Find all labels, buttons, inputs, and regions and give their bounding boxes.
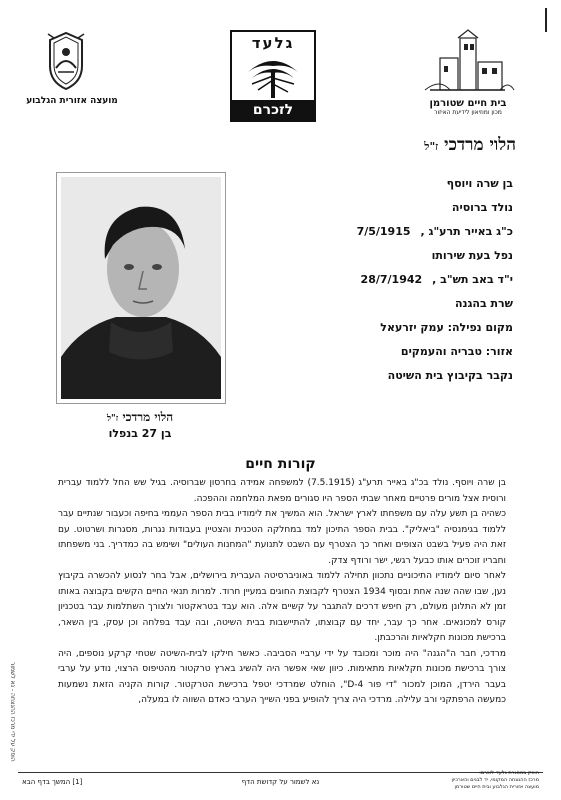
footer-credits-line-1: הופק במסגרת גלעד-לזכרם:: [479, 770, 539, 776]
portrait-frame: [61, 177, 221, 399]
biography-paragraph-4: מרדכי, חבר ה"הגנה" היה מוכר ומכובד על ידי ערביי הסביבה. כאשר חילקו לבית-השיטה שטחי קרקע נוספים, היה צורך ברכישת מכונות חקלאיות מתאימות. כיוון שאי אפשר היה להשיג בארץ טרקטור מהטיפוס הרצוי, נודע על ערבי בעבר הירדן, המוכן למכור "די פור D-4", הוחלט שמרדכי יטפל ברכישת הטרקטור. קורות הקניה הזאת נשמעות כמעשה הרפתקני ורב עלילה. מרדכי היה צריך להופיע בפני השייך הערבי כאדם השווה לו במעלה,: [58, 648, 506, 705]
service-line: שרת בהגנה: [454, 297, 513, 310]
biography-paragraph-2: כשהיה בן תשע עלה עם משפחתו לארץ ישראל. הוא המשיך את לימודיו בבית הספר העממי בחיפה וכעבור שנתיים עבר ללמוד בגימנסיה "ביאליק". בבית הספר התיכון למד במחלקה הטכנית והצטיין בעבודות נגרות, מסגרות ושרטוט. עם זאת היה פעיל בשבט הצופים ואחר כך הצטרף עם השבט לתנועת "המחנות העולים" ושימש בה כמדריך. בני משפחתו וחבריו זוכרים אותו כבעל רגשי, ישר ורודף צדק.: [58, 509, 506, 566]
footer-continued: [1] המשך בדף הבא: [22, 778, 83, 786]
photo-caption: [56, 410, 224, 440]
portrait-silhouette-icon: [61, 177, 221, 399]
beit-sturman-name: בית חיים שטורמן: [429, 98, 507, 109]
parents-line: בן שרה ויוסף: [446, 177, 513, 190]
place-of-fall-line: מקום נפילה: עמק יזרעאל: [380, 321, 513, 334]
fallen-name-title: [424, 135, 516, 155]
biography-paragraph-1: בן שרה ויוסף. נולד בכ"ג באייר תרע"ג (7.5.1915) למשפחה אמידה בחרסון שברוסיה. בגיל שש החל ללמוד עברית ורוסית אצל מורים פרטיים מאחר שבתי הספר היו סגורים מפאת המלחמה וההפכה.: [58, 478, 506, 504]
portrait-photo: [56, 172, 226, 404]
region-line: אזור: טבריה והעמקים: [400, 345, 513, 358]
footer-credits-line-3: מועצה אזורית הגלבוע ובית חיים שטורמן: [454, 784, 539, 790]
beit-sturman-building-icon: [420, 28, 515, 98]
birthplace-line: נולד ברוסיה: [451, 201, 513, 214]
regional-council-caption: מועצה אזורית הגלבוע: [26, 96, 118, 106]
footer-notice: נא לשמור על קדושת הדף: [241, 778, 320, 786]
header: [0, 0, 561, 122]
fallen-name: הלוי מרדכי: [444, 135, 516, 155]
death-date-line: [273, 268, 513, 292]
birth-date-hebrew: כ"ג באייר תרע"ג ,: [420, 225, 513, 238]
birth-date-line: [273, 220, 513, 244]
biography-heading: קורות חיים: [245, 456, 316, 472]
photo-caption-name-line: [56, 410, 224, 425]
corner-mark: [545, 8, 547, 32]
biography-text: [58, 476, 506, 709]
footer-credits-line-2: מרכז ההנצחה המקומי, יד לבנים והארכיון: [451, 777, 539, 783]
photo-caption-suffix: ז"ל: [106, 414, 119, 424]
photo-caption-age: בן 27 בנפלו: [108, 427, 172, 440]
memorial-tree-icon: [238, 54, 308, 98]
logo-bottom-text: לזכרם: [232, 100, 314, 120]
biography-paragraph-3: לאחר סיום לימודיו התיכוניים נתכוון תחילה ללמוד באוניברסיטה העברית בירושלים, אבל בחר לנסוע להכשרה בקיבוץ נען, שבו שהה שנה אחת ובסוף 1934 הצטרף לקבוצת החוגים במעיין חרוד. למרות תנאי החיים הקשים בקבוצה באותו זמן לא התלונן מעולם, רק חיפש דרכים להתגבר על קשיים אלה. הוא עבד בטראקטור ולצורך השתלמות עבר בטכניון קורס למכונאים. אחר כך עבר, יחד עם קבוצתו, להתיישבות בבית השיטה, ובה עבד בפלחה וכן עסק, בין השאר, ברכישת מכונות חקלאיות והרכבתן.: [58, 571, 506, 643]
biographical-details: [273, 172, 513, 388]
death-date-hebrew: י"ד באב תש"ב ,: [432, 273, 513, 286]
death-date-gregorian: 28/7/1942: [360, 273, 423, 286]
footer-credits: [449, 770, 539, 791]
side-margin-text: הופק על ידי מרכז ההנצחה - נא לשמור: [9, 662, 16, 762]
burial-line: נקבר בקיבוץ בית השיטה: [387, 369, 513, 382]
birth-date-gregorian: 7/5/1915: [356, 225, 411, 238]
memorial-suffix: ז"ל: [424, 140, 439, 153]
logo-top-text: גלעד: [251, 34, 295, 52]
beit-sturman-caption: [398, 98, 538, 116]
beit-sturman-subtitle: מכון ומוזיאון לידיעת האיזור: [434, 109, 502, 116]
fell-line: נפל בעת שירותו: [431, 249, 513, 262]
gilad-memorial-logo: [230, 30, 316, 122]
photo-caption-name: הלוי מרדכי: [122, 410, 174, 424]
regional-council-seal-icon: [40, 30, 92, 92]
